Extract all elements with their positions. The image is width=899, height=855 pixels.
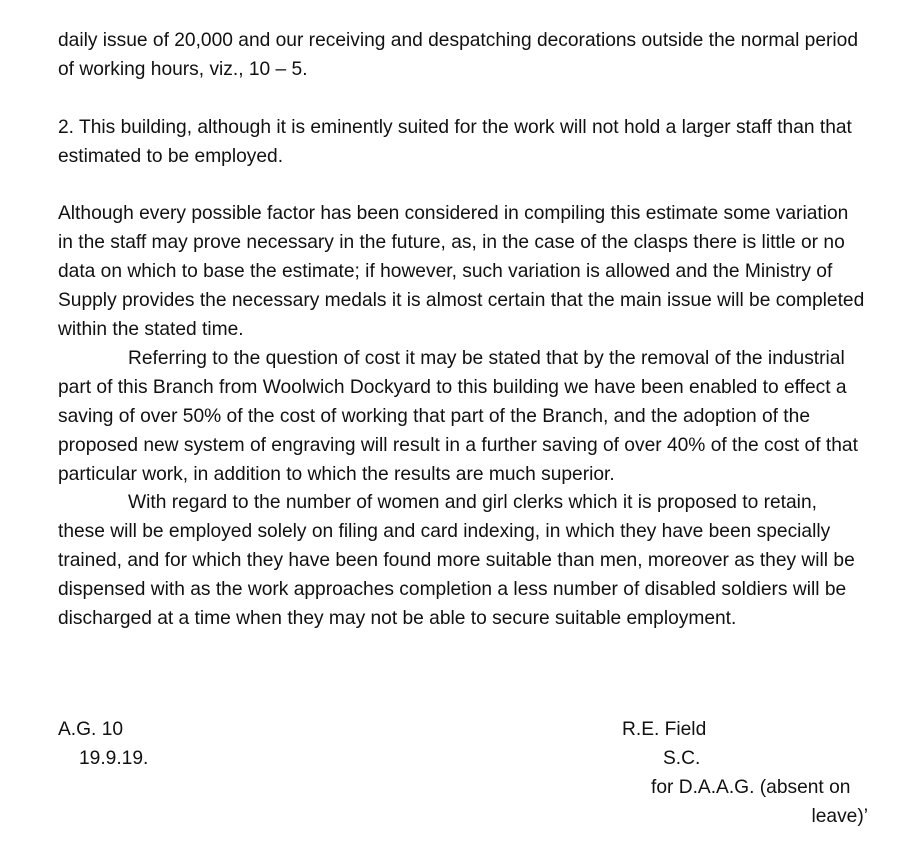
signatory-name: R.E. Field: [622, 719, 707, 740]
document-date: 19.9.19.: [79, 748, 149, 769]
signatory-rank: S.C.: [663, 748, 701, 769]
signatory-on-behalf-line-1: for D.A.A.G. (absent on: [651, 777, 851, 798]
paragraph-cost-savings: Referring to the question of cost it may be stated that by the removal of the industrial part of this Branch from Woolwich Dockyard to this building we have been enabled to effect a saving of over 50% of the cost of working that part of the Branch, and the adoption of the proposed new system of engraving will result in a further saving of over 40% of the cost of that particular work, in addition to which the results are much superior.: [58, 347, 858, 485]
paragraph-spacer: [58, 172, 868, 201]
paragraph-working-hours: daily issue of 20,000 and our receiving and despatching decorations outside the normal period of working hours, viz., 10 – 5.: [58, 30, 859, 80]
reference-code: A.G. 10: [58, 719, 124, 740]
paragraph-staff-variation: Although every possible factor has been considered in compiling this estimate some variation in the staff may prove necessary in the future, as, in the case of the clasps there is little or no data on which to base the estimate; if however, such variation is allowed and the Ministry of Supply provides the necessary medals it is almost certain that the main issue will be completed within the stated time.: [58, 203, 865, 341]
signatory-on-behalf-line-2: leave)’: [811, 806, 868, 827]
paragraph-building-capacity: 2. This building, although it is eminently suited for the work will not hold a larger staff than that estimated to be employed.: [58, 116, 852, 167]
paragraph-women-clerks: With regard to the number of women and girl clerks which it is proposed to retain, these will be employed solely on filing and card indexing, in which they have been specially trained, and for which they have been found more suitable than men, moreover as they will be dispensed with as the work approaches completion a less number of disabled soldiers will be discharged at a time when they may not be able to secure suitable employment.: [58, 492, 855, 630]
document-body: [58, 27, 868, 634]
paragraph-spacer: [58, 85, 868, 114]
